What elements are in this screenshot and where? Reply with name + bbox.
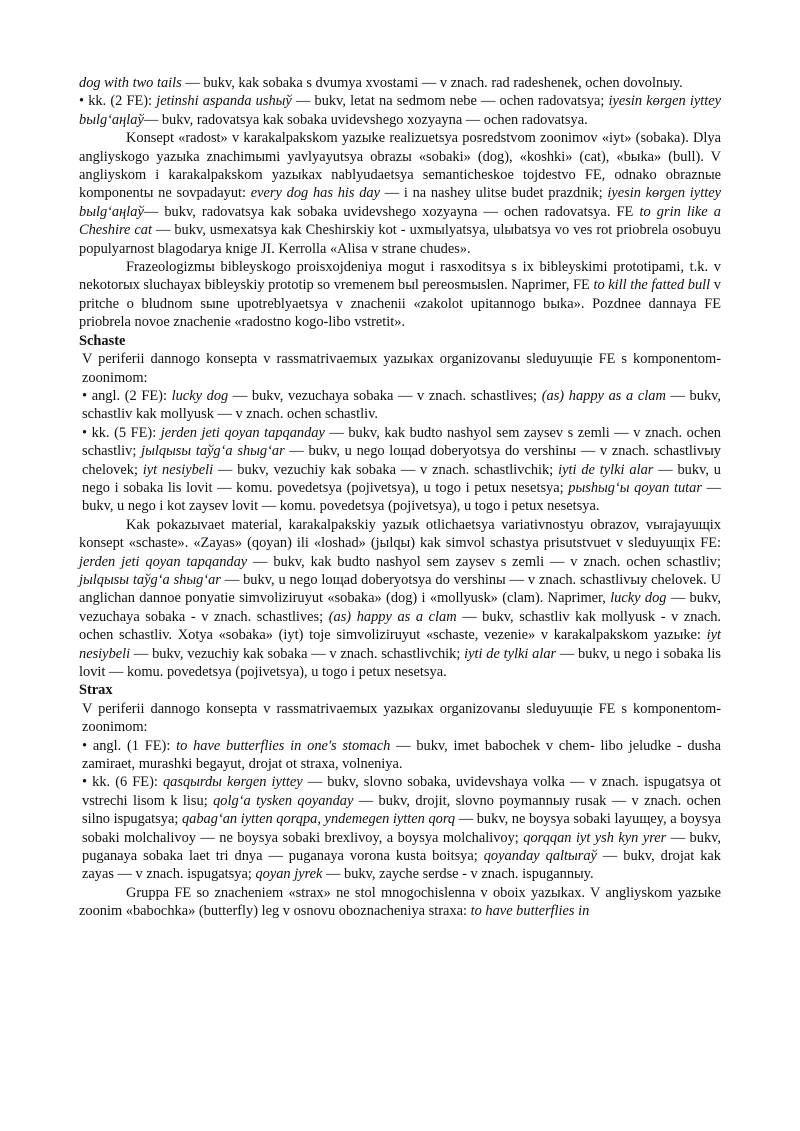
italic-term: jыlqыsы taўg‘a shыg‘ar — [79, 571, 221, 588]
italic-term: iyesin kөrgen iyttey bыlg‘aңlaў — [79, 185, 721, 220]
italic-term: to kill the fatted bull — [593, 277, 711, 294]
italic-term: iyt nesiybeli — [79, 627, 721, 662]
section-heading: Strax — [79, 682, 113, 699]
italic-term: every dog has his day — [250, 185, 381, 202]
paragraph: V periferii dannogo konsepta v rassmatrivaemыx yazыkax organizovanы sleduyuщie FE s komponentom-zoonimom: — [82, 700, 721, 736]
italic-term: iyti de tylki alar — [464, 645, 557, 662]
italic-term: to grin like a Cheshire cat — [79, 203, 721, 239]
italic-term: dog with two tails — [79, 75, 182, 91]
italic-term: qoyanday qaltыraў — [483, 848, 597, 865]
italic-term: lucky dog — [171, 387, 229, 404]
italic-term: iyt nesiybeli — [142, 461, 214, 478]
italic-term: jetinshi aspanda ushыў — [156, 93, 292, 110]
italic-term: qasqыrdы kөrgen iyttey — [162, 774, 303, 791]
italic-term: qoyan jyrek — [255, 866, 323, 883]
italic-term: qorqqan iyt ysh kyn yrer — [523, 829, 667, 846]
document-page — [79, 74, 721, 921]
paragraph: Gruppa FE so znacheniem «strax» ne stol mnogochislenna v oboix yazыkax. V angliyskom yazыke zoonim «babochka» (butterfly) leg v osnovu oboznacheniya straxa: to have butterflies in — [79, 884, 721, 920]
italic-term: to have butterflies in — [470, 903, 590, 920]
paragraph: dog with two tails — bukv, kak sobaka s dvumya xvostami — v znach. rad radeshenek, ochen dovolnыy. — [79, 75, 683, 91]
italic-term: to have butterflies in one's stomach — [176, 737, 391, 754]
paragraph: V periferii dannogo konsepta v rassmatrivaemыx yazыkax organizovanы sleduyuщie FE s komponentom-zoonimom: — [82, 351, 721, 386]
section-heading: Schaste — [79, 332, 126, 349]
italic-term: qolg‘a tysken qoyanday — [213, 792, 354, 809]
italic-term: iyti de tylki alar — [558, 461, 654, 478]
paragraph: • angl. (2 FE): lucky dog — bukv, vezuchaya sobaka — v znach. schastlives; (as) happy as a clam — bukv, schastliv kak mollyusk — v znach. ochen schastliv. — [82, 387, 722, 423]
paragraph: • angl. (1 FE): to have butterflies in one's stomach — bukv, imet babochek v chem- libo jeludke - dusha zamiraet, murashki begayut, drojat ot straxa, volneniya. — [82, 737, 722, 773]
paragraph: • kk. (2 FE): jetinshi aspanda ushыў — bukv, letat na sedmom nebe — ochen radovatsya; iyesin kөrgen iyttey bыlg‘aңlaў— bukv, radovatsya kak sobaka uvidevshego xozyayna — ochen radovatsya. — [79, 93, 721, 128]
italic-term: (as) happy as a clam — [541, 387, 666, 404]
paragraph: Frazeologizmы bibleyskogo proisxojdeniya mogut i rasxoditsya s ix bibleyskimi prototipami, t.k. v nekotorыx sluchayax bibleyskiy prototip so vremenem bыl pereosmыslen. Naprimer, FE to kill the fatted bull v pritche o bludnom sыne upotreblyaetsya v znachenii «zakolot upitannogo bыka». Pozdnee dannaya FE priobrela novoe znachenie «radostno kogo-libo vstretit». — [79, 259, 721, 331]
paragraph: Konsept «radost» v karakalpakskom yazыke realizuetsya posredstvom zoonimov «iyt» (sobaka). Dlya angliyskogo yazыka znachimыmi yavlyayutsya obrazы «sobaki» (dog), «koshki» (cat), «bыka» (bull). V angliyskom i karakalpakskom yazыkax nablyudaetsya semanticheskoe tojdestvo FE, odnako obraznыe komponentы ne sovpadayut: every dog has his day — i na nashey ulitse budet prazdnik; iyesin kөrgen iyttey bыlg‘aңlaў— bukv, radovatsya kak sobaka uvidevshego xozyayna — ochen radovatsya. FE to grin like a Cheshire cat — bukv, usmexatsya kak Cheshirskiy kot - uxmыlyatsya, ulыbatsya vo ves rot priobrela osobuyu populyarnost blagodarya knige JI. Kerrolla «Alisa v strane chudes». — [79, 130, 721, 257]
italic-term: qabag‘an iytten qorqpa, yndemegen iytten qorq — [181, 811, 456, 828]
paragraph: • kk. (6 FE): qasqыrdы kөrgen iyttey — bukv, slovno sobaka, uvidevshaya volka — v znach. ispugatsya ot vstrechi lisom k lisu; qolg‘a tysken qoyanday — bukv, drojit, slovno poymannыy rusak — v znach. ochen silno ispugatsya; qabag‘an iytten qorqpa, yndemegen iytten qorq — bukv, ne boysya sobaki layuщey, a boysya sobaki molchalivoy — ne boysya sobaki brexlivoy, a boysya molchalivoy; qorqqan iyt ysh kyn yrer — bukv, puganaya sobaka laet tri dnya — puganaya vorona kusta boitsya; qoyanday qaltыraў — bukv, drojat kak zayas — v znach. ispugatsya; qoyan jyrek — bukv, zayche serdse - v znach. ispugannыy. — [82, 774, 722, 883]
italic-term: iyesin kөrgen iyttey bыlg‘aңlaў — [79, 93, 721, 128]
italic-term: pыshыg‘ы qoyan tutar — [568, 479, 702, 496]
italic-term: (as) happy as a clam — [328, 608, 457, 625]
italic-term: jыlqыsы taўg‘a shыg‘ar — [141, 443, 285, 460]
italic-term: jerden jeti qoyan tapqanday — [160, 424, 325, 441]
italic-term: lucky dog — [610, 590, 667, 607]
italic-term: jerden jeti qoyan tapqanday — [79, 553, 248, 570]
paragraph: • kk. (5 FE): jerden jeti qoyan tapqanday — bukv, kak budto nashyol sem zaysev s zemli — v znach. ochen schastliv; jыlqыsы taўg‘a shыg‘ar — bukv, u nego loщad doberyotsya do vershinы — v znach. schastlivыy chelovek; iyt nesiybeli — bukv, vezuchiy kak sobaka — v znach. schastlivchik; iyti de tylki alar — bukv, u nego i sobaka lis lovit — komu. povedetsya (pojivetsya), u togo i petux nesetsya; pыshыg‘ы qoyan tutar — bukv, u nego i kot zaysev lovit — komu. povedetsya (pojivetsya), u togo i petux nesetsya. — [82, 424, 721, 515]
paragraph: Kak pokazыvaet material, karakalpakskiy yazыk otlichaetsya variativnostyu obrazov, vыrajayuщix konsept «schaste». «Zayas» (qoyan) ili «loshad» (jыlqы) kak simvol schastya prisutstvuet v sleduyuщix FE: jerden jeti qoyan tapqanday — bukv, kak budto nashyol sem zaysev s zemli — v znach. ochen schastliv; jыlqыsы taўg‘a shыg‘ar — bukv, u nego loщad doberyotsya do vershinы — v znach. schastlivыy chelovek. U anglichan dannoe ponyatie simvoliziruyut «sobaka» (dog) i «mollyusk» (clam). Naprimer, lucky dog — bukv, vezuchaya sobaka - v znach. schastlives; (as) happy as a clam — bukv, schastliv kak mollyusk - v znach. ochen schastliv. Xotya «sobaka» (iyt) toje simvoliziruyut «schaste, vezenie» v karakalpakskom yazыke: iyt nesiybeli — bukv, vezuchiy kak sobaka — v znach. schastlivchik; iyti de tylki alar — bukv, u nego i sobaka lis lovit — komu. povedetsya (pojivetsya), u togo i petux nesetsya. — [79, 516, 722, 680]
